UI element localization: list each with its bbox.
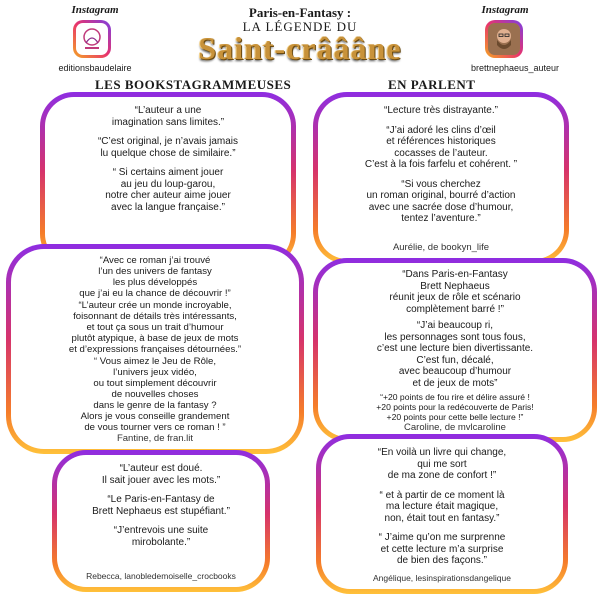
- book-title: Saint-crâââne: [198, 30, 402, 66]
- header: [0, 0, 600, 92]
- reviewer-name: Aurélie, de bookyn_life: [392, 242, 490, 253]
- reviewer-name: Caroline, de mvlcaroline: [404, 422, 506, 433]
- review-quote: “Dans Paris-en-Fantasy Brett Nephaeus réunit jeux de rôle et scénario complètement barré !”: [389, 269, 521, 315]
- title-line-1: Paris-en-Fantasy :: [248, 5, 352, 20]
- review-quote: “ et à partir de ce moment là ma lecture était magique, non, était tout en fantasy.”: [379, 489, 505, 524]
- review-card-body: [57, 455, 265, 587]
- review-quote: “ Vous aimez le Jeu de Rôle, l’univers jeux vidéo, ou tout simplement découvrir de nouvelles choses dans le genre de la fantasy ? Alors je vous conseille grandement de vous tourner vers ce roman ! ”: [80, 356, 230, 433]
- reviewer-name: Angélique, lesinspirationsdangelique: [373, 573, 511, 583]
- review-card-aurelie: [313, 92, 569, 264]
- review-card-body: [11, 249, 299, 449]
- review-quote: “Avec ce roman j’ai trouvé l’un des univers de fantasy les plus développés que j’ai eu la chance de découvrir !”: [79, 255, 231, 299]
- review-quote: “J’entrevois une suite mirobolante.”: [113, 525, 209, 548]
- review-quote: “Lecture très distrayante.”: [384, 105, 498, 116]
- review-quote: “Si vous cherchez un roman original, bourré d’action avec une sacrée dose d’humour, tentez l’aventure.”: [366, 178, 516, 224]
- review-quote: “ Si certains aiment jouer au jeu du loup-garou, notre cher auteur aime jouer avec la langue française.”: [105, 167, 231, 213]
- author-avatar: [488, 23, 520, 55]
- review-quote: “J’ai adoré les clins d’œil et références historiques cocasses de l’auteur. C’est à la fois farfelu et cohérent. ”: [364, 124, 518, 170]
- review-card-audrey: [40, 92, 296, 268]
- review-card-angelique: [316, 434, 568, 594]
- review-quote: “J’ai beaucoup ri, les personnages sont tous fous, c’est une lecture bien divertissante. C’est fun, décalé, avec beaucoup d’humour et de jeux de mots”: [376, 320, 534, 389]
- review-card-body: [318, 263, 592, 437]
- publisher-logo: [76, 23, 108, 55]
- instagram-handle-right[interactable]: brettnephaeus_auteur: [470, 63, 560, 73]
- review-quote: “Le Paris-en-Fantasy de Brett Nephaeus est stupéfiant.”: [92, 494, 230, 517]
- review-card-body: [318, 97, 564, 259]
- review-card-caroline: [313, 258, 597, 442]
- instagram-logo-left[interactable]: [73, 20, 111, 58]
- review-quote: “L’auteur est doué. Il sait jouer avec les mots.”: [101, 463, 221, 486]
- review-quote: “+20 points de fou rire et délire assuré ! +20 points pour la redécouverte de Paris! +20 points pour cette belle lecture !”: [376, 392, 534, 422]
- review-quote: “ J’aime qu’on me surprenne et cette lecture m’a surprise de bien des façons.”: [378, 532, 506, 566]
- reviewer-name: Rebecca, lanobledemoiselle_crocbooks: [86, 571, 236, 581]
- review-quote: “En voilà un livre qui change, qui me sort de ma zone de confort !”: [377, 447, 507, 481]
- instagram-logo-right[interactable]: [485, 20, 523, 58]
- review-quote: “L’auteur crée un monde incroyable, foisonnant de détails très intéressants, et tout ça sous un trait d’humour plutôt atypique, à base de jeux de mots et d’expressions françaises détournées.”: [68, 300, 242, 355]
- review-card-rebecca: [52, 450, 270, 592]
- instagram-handle-left[interactable]: editionsbaudelaire: [58, 63, 132, 73]
- subtitle-right: EN PARLENT: [388, 77, 476, 92]
- instagram-label-right: Instagram: [481, 4, 529, 16]
- review-quote: “C’est original, je n’avais jamais lu quelque chose de similaire.”: [97, 136, 239, 159]
- reviewer-name: Fantine, de fran.lit: [116, 433, 194, 444]
- review-card-fantine: [6, 244, 304, 454]
- publisher-emblem-icon: [76, 23, 108, 55]
- subtitle-left: LES BOOKSTAGRAMMEUSES: [95, 77, 292, 92]
- review-card-body: [321, 439, 563, 589]
- author-face-icon: [488, 23, 520, 55]
- instagram-label-left: Instagram: [71, 4, 119, 16]
- review-card-body: [45, 97, 291, 263]
- title-line-2: LA LÉGENDE DU: [242, 19, 358, 34]
- review-quote: “L’auteur a une imagination sans limites.”: [111, 105, 225, 128]
